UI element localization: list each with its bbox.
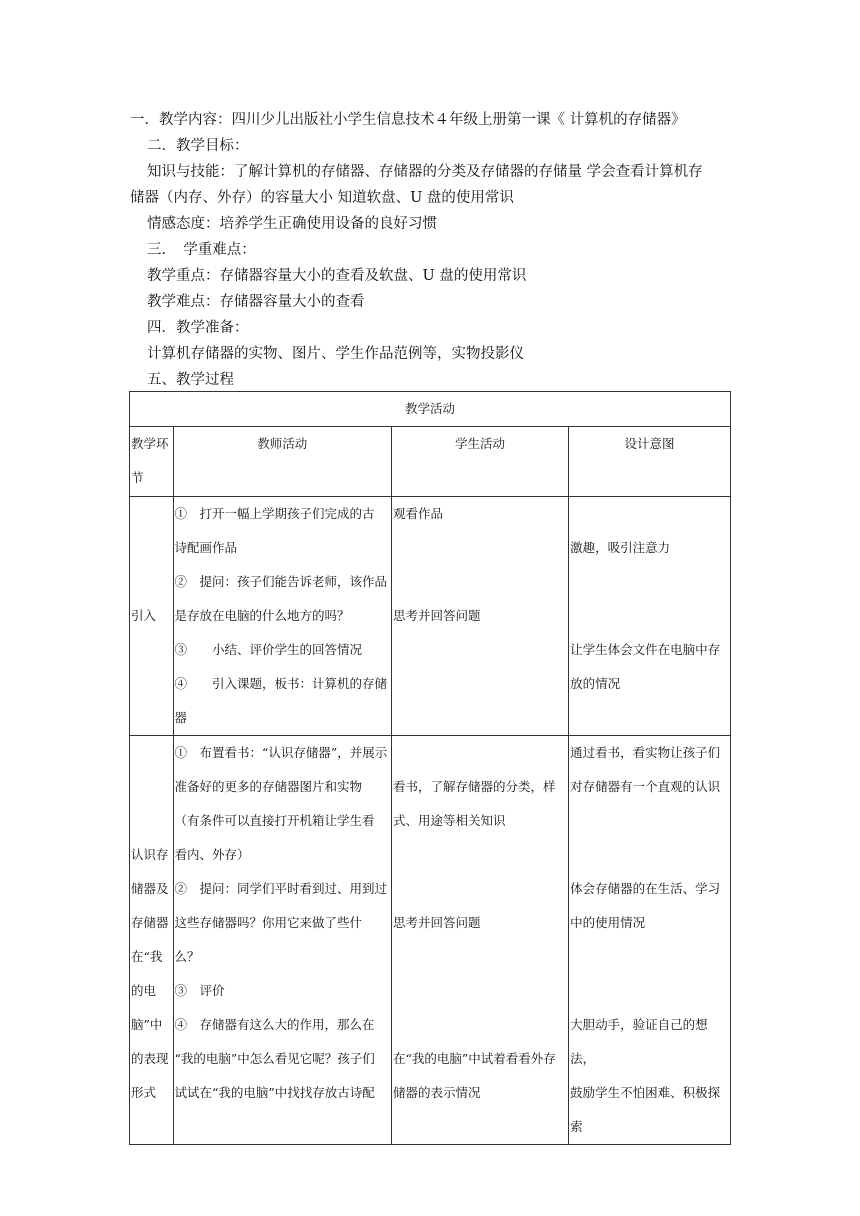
teacher-activity-intro: ① 打开一幅上学期孩子们完成的古 诗配画作品 ② 提问：孩子们能告诉老师，该作品 是存放在电脑的什么地方的吗？ ③ 小结、评价学生的回答情况 ④ 引入课题，板书：计算机的存储 器 [173,497,392,736]
teaching-preparation: 计算机存储器的实物、图片、学生作品范例等，实物投影仪 [147,346,524,362]
section-3-heading: 三． 学重难点： [147,242,256,258]
header-intent: 设计意图 [569,427,731,497]
knowledge-skills-line-1: 知识与技能：了解计算机的存储器、存储器的分类及存储器的存储量 学会查看计算机存 [147,164,703,180]
table-row [130,497,731,736]
header-stage: 教学环节 [130,427,174,497]
teaching-key-point: 教学重点：存储器容量大小的查看及软盘、U 盘的使用常识 [147,268,527,284]
emotion-attitude: 情感态度：培养学生正确使用设备的良好习惯 [147,216,437,232]
lesson-table [129,391,731,1145]
section-1-content: 一．教学内容：四川少儿出版社小学生信息技术４年级上册第一课《 计算机的存储器》 [130,112,686,128]
header-teacher: 教师活动 [173,427,392,497]
header-student: 学生活动 [392,427,569,497]
section-2-heading: 二．教学目标： [147,138,249,154]
knowledge-skills-line-2: 储器（内存、外存）的容量大小 知道软盘、U 盘的使用常识 [130,190,514,206]
section-4-heading: 四．教学准备： [147,320,249,336]
student-activity-intro: 观看作品 思考并回答问题 [392,497,569,736]
student-activity-storage: 看书，了解存储器的分类，样 式、用途等相关知识 思考并回答问题 在“我的电脑”中试着看看外存 储器的表示情况 [392,736,569,1145]
design-intent-storage: 通过看书，看实物让孩子们 对存储器有一个直观的认识 体会存储器的在生活、学习 中的使用情况 大胆动手，验证自己的想法， 鼓励学生不怕困难、积极探 索 [569,736,731,1145]
table-title: 教学活动 [130,392,731,427]
stage-storage: 认识存 储器及 存储器 在“我 的电 脑”中 的表现 形式 [130,736,174,1145]
design-intent-intro: 激趣，吸引注意力 让学生体会文件在电脑中存 放的情况 [569,497,731,736]
section-5-heading: 五、教学过程 [147,372,234,388]
table-row [130,736,731,1145]
teacher-activity-storage: ① 布置看书：“认识存储器”，并展示 准备好的更多的存储器图片和实物 （有条件可以直接打开机箱让学生看 看内、外存） ② 提问：同学们平时看到过、用到过 这些存储器吗？你用它来做了些什 么？ ③ 评价 ④ 存储器有这么大的作用，那么在 “我的电脑”中怎么看见它呢？孩子们 试试在“我的电脑”中找找存放古诗配 [173,736,392,1145]
stage-intro: 引入 [130,497,174,736]
teaching-difficulty: 教学难点：存储器容量大小的查看 [147,294,365,310]
